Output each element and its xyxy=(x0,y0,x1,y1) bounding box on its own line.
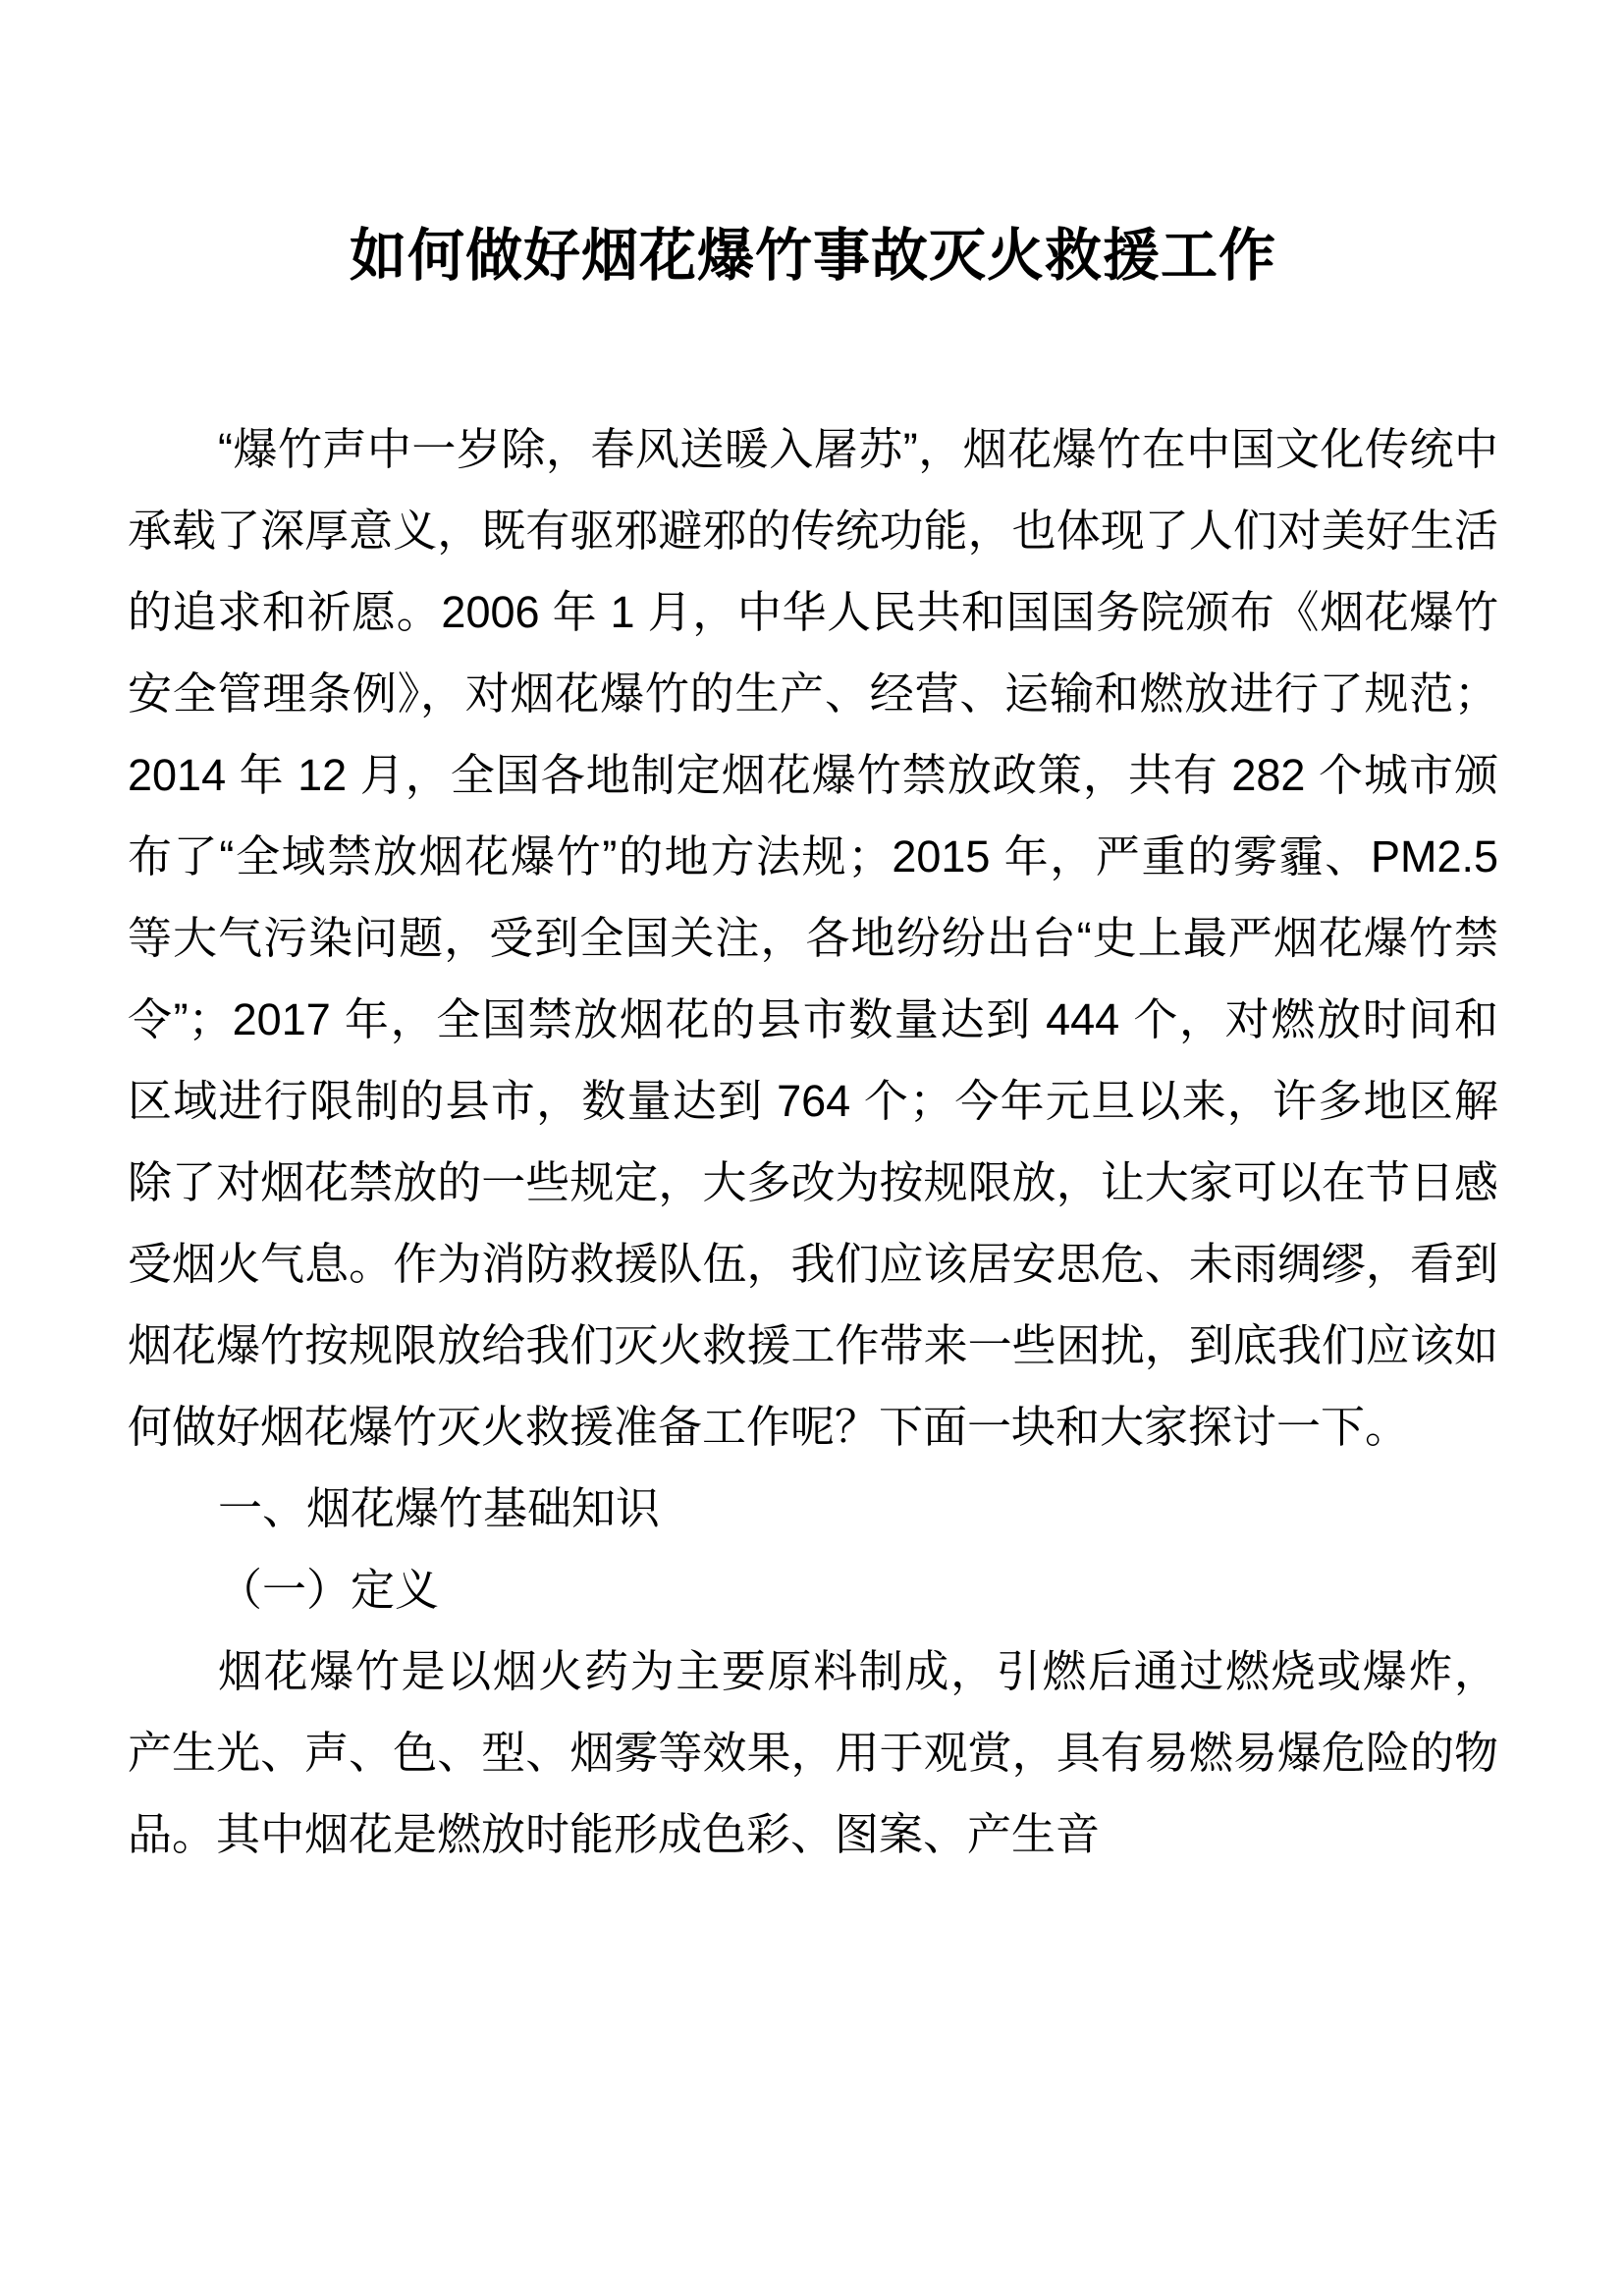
intro-paragraph: “爆竹声中一岁除，春风送暖入屠苏”，烟花爆竹在中国文化传统中承载了深厚意义，既有驱邪避邪的传统功能，也体现了人们对美好生活的追求和祈愿。2006 年 1 月，中华人民共和国国务院颁布《烟花爆竹安全管理条例》，对烟花爆竹的生产、经营、运输和燃放进行了规范；2014 年 12 月，全国各地制定烟花爆竹禁放政策，共有 282 个城市颁布了“全域禁放烟花爆竹”的地方法规；2015 年，严重的雾霾、PM2.5 等大气污染问题，受到全国关注，各地纷纷出台“史上最严烟花爆竹禁令”；2017 年，全国禁放烟花的县市数量达到 444 个，对燃放时间和区域进行限制的县市，数量达到 764 个；今年元旦以来，许多地区解除了对烟花禁放的一些规定，大多改为按规限放，让大家可以在节日感受烟火气息。作为消防救援队伍，我们应该居安思危、未雨绸缪，看到烟花爆竹按规限放给我们灭火救援工作带来一些困扰，到底我们应该如何做好烟花爆竹灭火救援准备工作呢？下面一块和大家探讨一下。 xyxy=(128,424,1498,1452)
section-heading-basics: 一、烟花爆竹基础知识 xyxy=(218,1483,661,1533)
document-content xyxy=(128,224,1498,1875)
definition-paragraph: 烟花爆竹是以烟火药为主要原料制成，引燃后通过燃烧或爆炸，产生光、声、色、型、烟雾等效果，用于观赏，具有易燃易爆危险的物品。其中烟花是燃放时能形成色彩、图案、产生音 xyxy=(128,1646,1498,1859)
subsection-heading-definition: （一）定义 xyxy=(218,1565,440,1615)
document-title: 如何做好烟花爆竹事故灭火救援工作 xyxy=(349,224,1276,288)
